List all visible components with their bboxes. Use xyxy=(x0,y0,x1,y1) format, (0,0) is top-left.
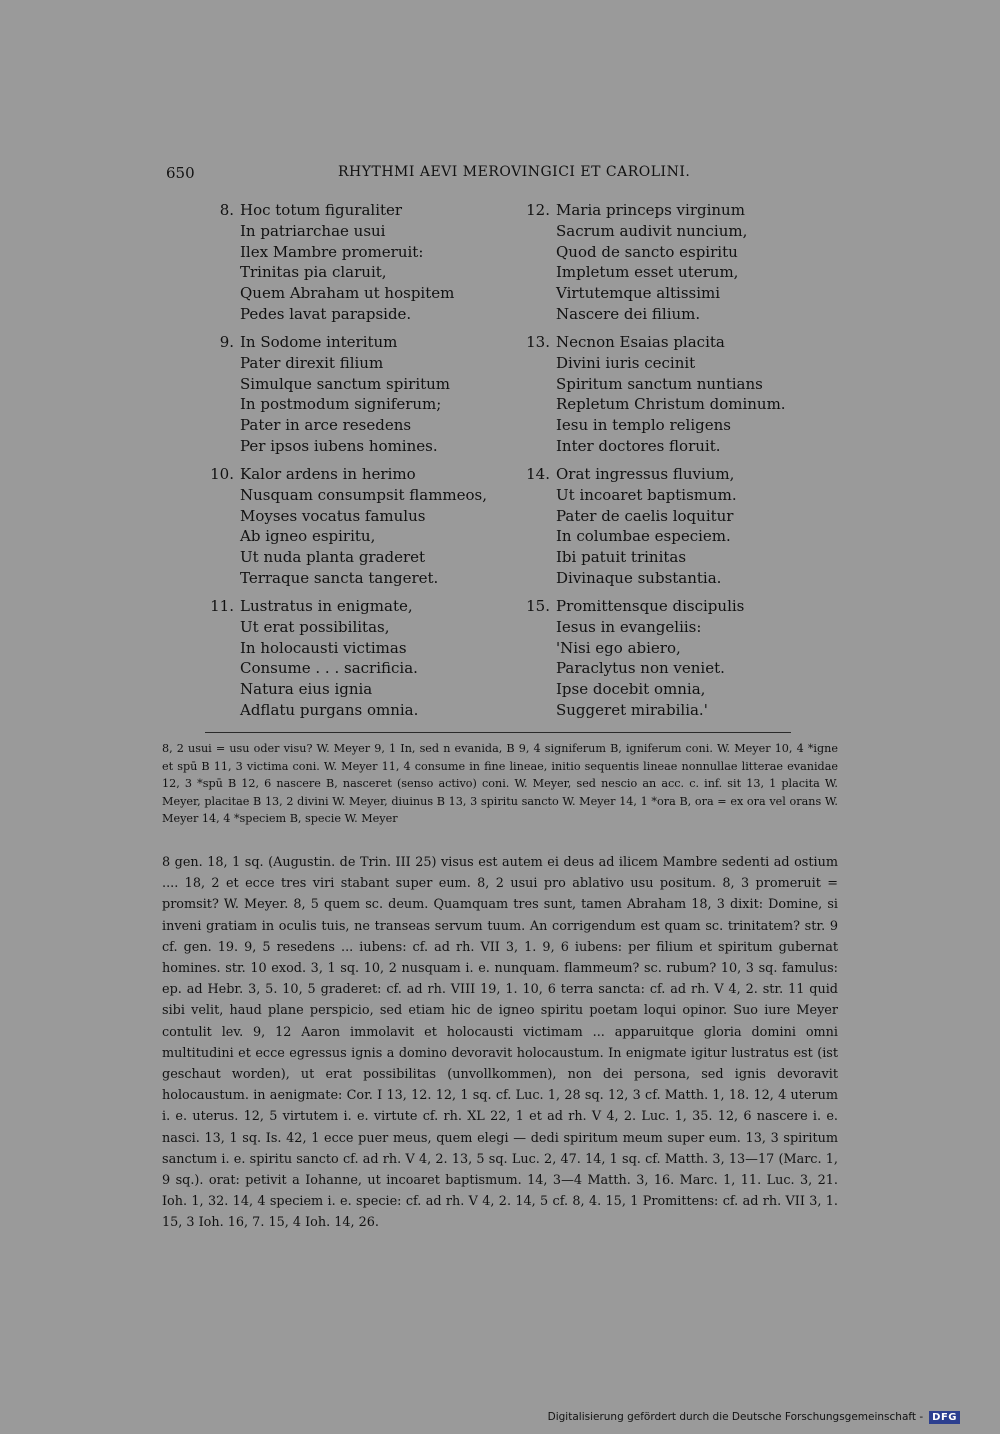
critical-apparatus: 8, 2 usui = usu oder visu? W. Meyer 9, 1 In, sed n evanida, B 9, 4 signiferum B, igniferum coni. W. Meyer 10, 4 *igne et spū B 11, 3 victima coni. W. Meyer 11, 4 consume in fine lineae, initio sequentis lineae nonnullae litterae evanidae 12, 3 *spū B 12, 6 nascere B, nasceret (senso activo) coni. W. Meyer, sed nescio an acc. c. inf. sit 13, 1 placita W. Meyer, placitae B 13, 2 divini W. Meyer, diuinus B 13, 3 spiritu sancto W. Meyer 14, 1 *ora B, ora = ex ora vel orans W. Meyer 14, 4 *speciem B, specie W. Meyer xyxy=(162,742,838,826)
verse-line: Consume . . . sacrificia. xyxy=(240,659,418,678)
verse-line: Ut nuda planta graderet xyxy=(240,548,426,567)
verse-line: Virtutemque altissimi xyxy=(556,284,721,303)
verse-line: Maria princeps virginum xyxy=(556,201,745,219)
verse-line: Ut incoaret baptismum. xyxy=(556,485,737,504)
stanza-number: 15. xyxy=(526,597,550,615)
verse-line: Pater in arce resedens xyxy=(240,416,412,435)
verse-line: Adflatu purgans omnia. xyxy=(240,700,419,719)
verse-line: Pedes lavat parapside. xyxy=(240,304,412,323)
verse-line: Kalor ardens in herimo xyxy=(240,465,416,483)
verse-line: Terraque sancta tangeret. xyxy=(240,568,439,587)
verse-line: Ab igneo espiritu, xyxy=(240,527,376,546)
running-title: RHYTHMI AEVI MEROVINGICI ET CAROLINI. xyxy=(338,164,691,180)
verse-line: Sacrum audivit nuncium, xyxy=(556,221,748,240)
verse-line: Per ipsos iubens homines. xyxy=(240,436,438,455)
stanza-number: 13. xyxy=(526,333,550,351)
verse-line: Divini iuris cecinit xyxy=(556,353,696,372)
verse-line: Ibi patuit trinitas xyxy=(556,548,687,567)
verse-line: Paraclytus non veniet. xyxy=(556,659,725,678)
verse-line: Pater direxit filium xyxy=(240,353,384,372)
dfg-logo: DFG xyxy=(929,1411,960,1424)
verse-line: Lustratus in enigmate, xyxy=(240,597,413,615)
verse-line: Promittensque discipulis xyxy=(556,597,745,615)
verse-line: In holocausti victimas xyxy=(240,638,407,657)
verse-line: Quem Abraham ut hospitem xyxy=(240,284,455,303)
verse-line: Iesus in evangeliis: xyxy=(556,617,702,636)
verse-line: Iesu in templo religens xyxy=(556,416,731,435)
verse-line: Natura eius ignia xyxy=(240,680,373,699)
verse-line: In postmodum signiferum; xyxy=(240,395,442,414)
verse-line: Impletum esset uterum, xyxy=(556,263,739,282)
verse-line: In Sodome interitum xyxy=(240,333,398,351)
stanza-number: 9. xyxy=(219,333,234,351)
verse-line: Moyses vocatus famulus xyxy=(240,506,426,525)
verse-line: Ut erat possibilitas, xyxy=(240,617,390,636)
verse-line: Nusquam consumpsit flammeos, xyxy=(240,485,488,504)
verse-line: Pater de caelis loquitur xyxy=(556,506,734,525)
verse-line: Ilex Mambre promeruit: xyxy=(240,242,424,261)
verse-line: Trinitas pia claruit, xyxy=(240,263,387,282)
verse-line: Hoc totum figuraliter xyxy=(240,201,403,219)
verse-line: 'Nisi ego abiero, xyxy=(556,638,681,657)
stanza-number: 8. xyxy=(219,201,234,219)
verse-line: Nascere dei filium. xyxy=(556,304,701,323)
verse-line: Simulque sanctum spiritum xyxy=(240,374,451,393)
verse-line: Necnon Esaias placita xyxy=(556,333,725,351)
verse-line: In columbae especiem. xyxy=(556,527,731,546)
verse-line: Orat ingressus fluvium, xyxy=(556,465,735,483)
verse-line: Inter doctores floruit. xyxy=(556,436,721,455)
verse-line: In patriarchae usui xyxy=(240,221,386,240)
verse-line: Repletum Christum dominum. xyxy=(556,395,786,414)
stanza-number: 14. xyxy=(526,465,550,483)
digitization-footer xyxy=(548,1408,960,1426)
verse-line: Ipse docebit omnia, xyxy=(556,680,706,699)
stanza-number: 10. xyxy=(210,465,234,483)
verse-line: Spiritum sanctum nuntians xyxy=(556,374,763,393)
footer-text: Digitalisierung gefördert durch die Deutsche Forschungsgemeinschaft - xyxy=(547,1411,924,1423)
page-number: 650 xyxy=(166,164,195,182)
verse-line: Suggeret mirabilia.' xyxy=(556,700,708,719)
footnote-divider xyxy=(205,732,791,733)
stanza-number: 11. xyxy=(210,597,234,615)
stanza-number: 12. xyxy=(526,201,550,219)
commentary-notes: 8 gen. 18, 1 sq. (Augustin. de Trin. III 25) visus est autem ei deus ad ilicem Mambre sedenti ad ostium .... 18, 2 et ecce tres viri stabant super eum. 8, 2 usui pro ablativo usu positum. 8, 3 promeruit = promsit? W. Meyer. 8, 5 quem sc. deum. Quamquam tres sunt, tamen Abraham 18, 3 dixit: Domine, si inveni gratiam in oculis tuis, ne transeas servum tuum. An corrigendum est quam sc. trinitatem? str. 9 cf. gen. 19. 9, 5 resedens ... iubens: cf. ad rh. VII 3, 1. 9, 6 iubens: per filium et spiritum gubernat homines. str. 10 exod. 3, 1 sq. 10, 2 nusquam i. e. nunquam. flammeum? sc. rubum? 10, 3 sq. famulus: ep. ad Hebr. 3, 5. 10, 5 graderet: cf. ad rh. VIII 19, 1. 10, 6 terra sancta: cf. ad rh. V 4, 2. str. 11 quid sibi velit, haud plane perspicio, sed etiam hic de igneo spiritu poetam loqui opinor. Suo iure Meyer contulit lev. 9, 12 Aaron immolavit et holocausti victimam ... apparuitque gloria domini omni multitudini et ecce egressus ignis a domino devoravit holocaustum. In enigmate igitur lustratus est (ist geschaut worden), ut erat possibilitas (unvollkommen), non dei persona, sed ignis devoravit holocaustum. in aenigmate: Cor. I 13, 12. 12, 1 sq. cf. Luc. 1, 28 sq. 12, 3 cf. Matth. 1, 18. 12, 4 uterum i. e. uterus. 12, 5 virtutem i. e. virtute cf. rh. XL 22, 1 et ad rh. V 4, 2. Luc. 1, 35. 12, 6 nascere i. e. nasci. 13, 1 sq. Is. 42, 1 ecce puer meus, quem elegi — dedi spiritum meum super eum. 13, 3 spiritum sanctum i. e. spiritu sancto cf. ad rh. V 4, 2. 13, 5 sq. Luc. 2, 47. 14, 1 sq. cf. Matth. 3, 13—17 (Marc. 1, 9 sq.). orat: petivit a Iohanne, ut incoaret baptismum. 14, 3—4 Matth. 3, 16. Marc. 1, 11. Luc. 3, 21. Ioh. 1, 32. 14, 4 speciem i. e. specie: cf. ad rh. V 4, 2. 14, 5 cf. 8, 4. 15, 1 Promittens: cf. ad rh. VII 3, 1. 15, 3 Ioh. 16, 7. 15, 4 Ioh. 14, 26. xyxy=(162,855,838,1231)
verse-line: Divinaque substantia. xyxy=(556,568,722,587)
verse-line: Quod de sancto espiritu xyxy=(556,242,738,261)
page-header xyxy=(166,164,790,186)
